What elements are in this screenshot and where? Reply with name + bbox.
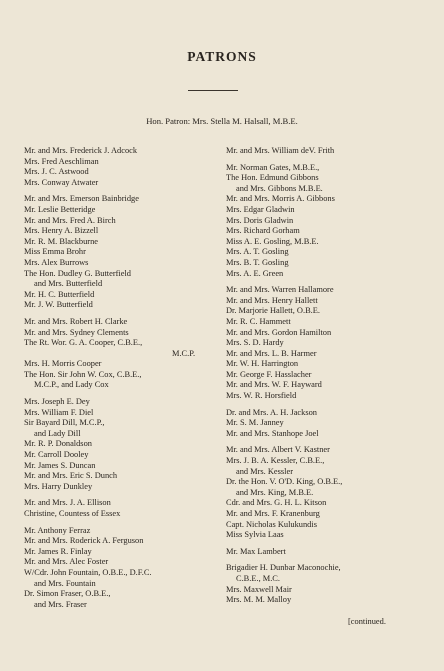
patron-entry: Mr. and Mrs. Alec Foster — [24, 557, 109, 567]
patron-entry: Mrs. S. D. Hardy — [226, 338, 284, 348]
patron-entry: Mr. W. H. Harrington — [226, 359, 299, 369]
patron-entry: Brigadier H. Dunbar Maconochie, — [226, 563, 341, 573]
patron-entry: Mrs. Fred Aeschliman — [24, 156, 99, 166]
patron-entry: Mr. and Mrs. William deV. Frith — [226, 146, 335, 155]
patron-entry: Mr. and Mrs. Albert V. Kastner — [226, 445, 330, 455]
patron-entry: The Rt. Wor. G. A. Cooper, C.B.E., — [24, 338, 143, 348]
patron-entry: Mrs. H. Morris Cooper — [24, 359, 102, 369]
patron-entry: and Lady Dill — [34, 428, 81, 438]
patron-entry: Mr. R. M. Blackburne — [24, 236, 98, 246]
patron-entry: Mr. R. P. Donaldson — [24, 439, 92, 449]
patron-entry: Mr. and Mrs. Gordon Hamilton — [226, 327, 332, 337]
patron-entry: Mrs. Harry Dunkley — [24, 481, 93, 491]
patron-entry: Mrs. J. C. Astwood — [24, 167, 89, 177]
patron-entry: Mrs. Doris Gladwin — [226, 215, 294, 225]
patron-entry: Mr. and Mrs. L. B. Harmer — [226, 348, 317, 358]
patron-entry: and Mrs. Butterfield — [34, 279, 103, 289]
patron-entry: Mr. Max Lambert — [226, 546, 286, 556]
continued-note: [continued. — [348, 617, 386, 626]
patron-entry: Mr. and Mrs. Eric S. Dunch — [24, 471, 118, 481]
patron-entry: Mr. and Mrs. Roderick A. Ferguson — [24, 536, 144, 546]
patron-entry: Mr. Leslie Betteridge — [24, 204, 96, 214]
patron-entry: Mrs. Alex Burrows — [24, 257, 89, 267]
patron-entry: Dr. Simon Fraser, O.B.E., — [24, 589, 111, 599]
patron-entry: and Mrs. Fraser — [34, 599, 87, 609]
patron-entry: Cdr. and Mrs. G. H. L. Kitson — [226, 498, 327, 508]
patron-entry: Mr. and Mrs. Stanhope Joel — [226, 428, 319, 438]
patron-entry: Christine, Countess of Essex — [24, 509, 121, 518]
patron-entry: Mrs. A. T. Gosling — [226, 247, 289, 257]
patron-entry: Mr. and Mrs. Frederick J. Adcock — [24, 146, 138, 155]
patrons-right-column — [226, 146, 431, 606]
patron-entry: Dr. and Mrs. A. H. Jackson — [226, 407, 317, 417]
patron-entry: Mrs. William F. Diel — [24, 407, 94, 417]
patron-entry: C.B.E., M.C. — [236, 573, 280, 583]
patron-entry: Mr. R. C. Hammett — [226, 316, 291, 326]
page-title: PATRONS — [187, 49, 257, 64]
patron-entry: M.C.P., and Lady Cox — [34, 380, 109, 390]
patron-entry: Miss A. E. Gosling, M.B.E. — [226, 236, 319, 246]
patron-entry: Mr. and Mrs. Robert H. Clarke — [24, 316, 128, 326]
patron-entry: Miss Emma Brohr — [24, 247, 86, 257]
patron-entry: Mr. and Mrs. Warren Hallamore — [226, 285, 334, 295]
patron-entry: Mrs. A. E. Green — [226, 268, 284, 278]
patron-entry: Miss Sylvia Laas — [226, 530, 284, 540]
patron-entry: Mrs. Edgar Gladwin — [226, 204, 295, 214]
patron-entry: Mr. James S. Duncan — [24, 460, 96, 470]
patron-entry: The Hon. Edmund Gibbons — [226, 173, 319, 183]
hon-patron-line: Hon. Patron: Mrs. Stella M. Halsall, M.B.E. — [146, 116, 298, 126]
patron-entry: and Mrs. King, M.B.E. — [236, 487, 314, 497]
patron-entry: Dr. Marjorie Hallett, O.B.E. — [226, 306, 320, 316]
patron-entry: Mrs. Richard Gorham — [226, 226, 300, 236]
patron-entry: Mr. and Mrs. Henry Hallett — [226, 295, 318, 305]
patron-entry: and Mrs. Fountain — [34, 578, 96, 588]
patron-entry: Mrs. W. R. Horsfield — [226, 391, 297, 401]
patron-entry: Mrs. J. B. A. Kessler, C.B.E., — [226, 456, 325, 466]
patron-entry: Sir Bayard Dill, M.C.P., — [24, 418, 105, 428]
patron-entry: Mrs. Maxwell Mair — [226, 584, 292, 594]
patron-entry: Mr. George F. Hasslacher — [226, 369, 312, 379]
title-rule — [188, 90, 238, 91]
patrons-left-column — [24, 146, 219, 610]
patron-entry: Mr. and Mrs. W. F. Hayward — [226, 380, 322, 390]
patron-entry: and Mrs. Kessler — [236, 466, 293, 476]
patron-entry: Mrs. B. T. Gosling — [226, 257, 289, 267]
patron-entry: and Mrs. Gibbons M.B.E. — [236, 183, 323, 193]
patron-entry: Mr. and Mrs. F. Kranenburg — [226, 509, 320, 518]
patron-entry: Mrs. Joseph E. Dey — [24, 397, 90, 407]
patron-entry: Mrs. Conway Atwater — [24, 177, 99, 187]
patron-entry: Mrs. Henry A. Bizzell — [24, 226, 99, 236]
patron-entry: Mr. Anthony Ferraz — [24, 525, 91, 535]
patron-entry: Mr. and Mrs. Fred A. Birch — [24, 215, 116, 225]
patron-entry: Mr. and Mrs. Emerson Bainbridge — [24, 194, 139, 204]
patron-entry: Capt. Nicholas Kulukundis — [226, 519, 317, 529]
patron-entry: Mr. James R. Finlay — [24, 546, 92, 556]
patron-entry: Mr. Norman Gates, M.B.E., — [226, 162, 320, 172]
patron-entry: Mr. and Mrs. J. A. Ellison — [24, 498, 111, 508]
patron-entry: The Hon. Dudley G. Butterfield — [24, 268, 131, 278]
patron-entry: Mr. and Mrs. Sydney Clements — [24, 327, 129, 337]
patron-entry: Mr. Carroll Dooley — [24, 450, 89, 460]
patron-entry: Mr. S. M. Janney — [226, 418, 284, 428]
patron-entry: Mr. H. C. Butterfield — [24, 289, 95, 299]
patron-entry: M.C.P. — [172, 348, 196, 358]
patron-entry: Mr. J. W. Butterfield — [24, 300, 93, 310]
patron-entry: Dr. the Hon. V. O'D. King, O.B.E., — [226, 477, 343, 487]
patron-entry: Mrs. M. M. Malloy — [226, 595, 292, 605]
patron-entry: W/Cdr. John Fountain, O.B.E., D.F.C. — [24, 567, 152, 577]
patron-entry: The Hon. Sir John W. Cox, C.B.E., — [24, 369, 142, 379]
patron-entry: Mr. and Mrs. Morris A. Gibbons — [226, 194, 335, 204]
